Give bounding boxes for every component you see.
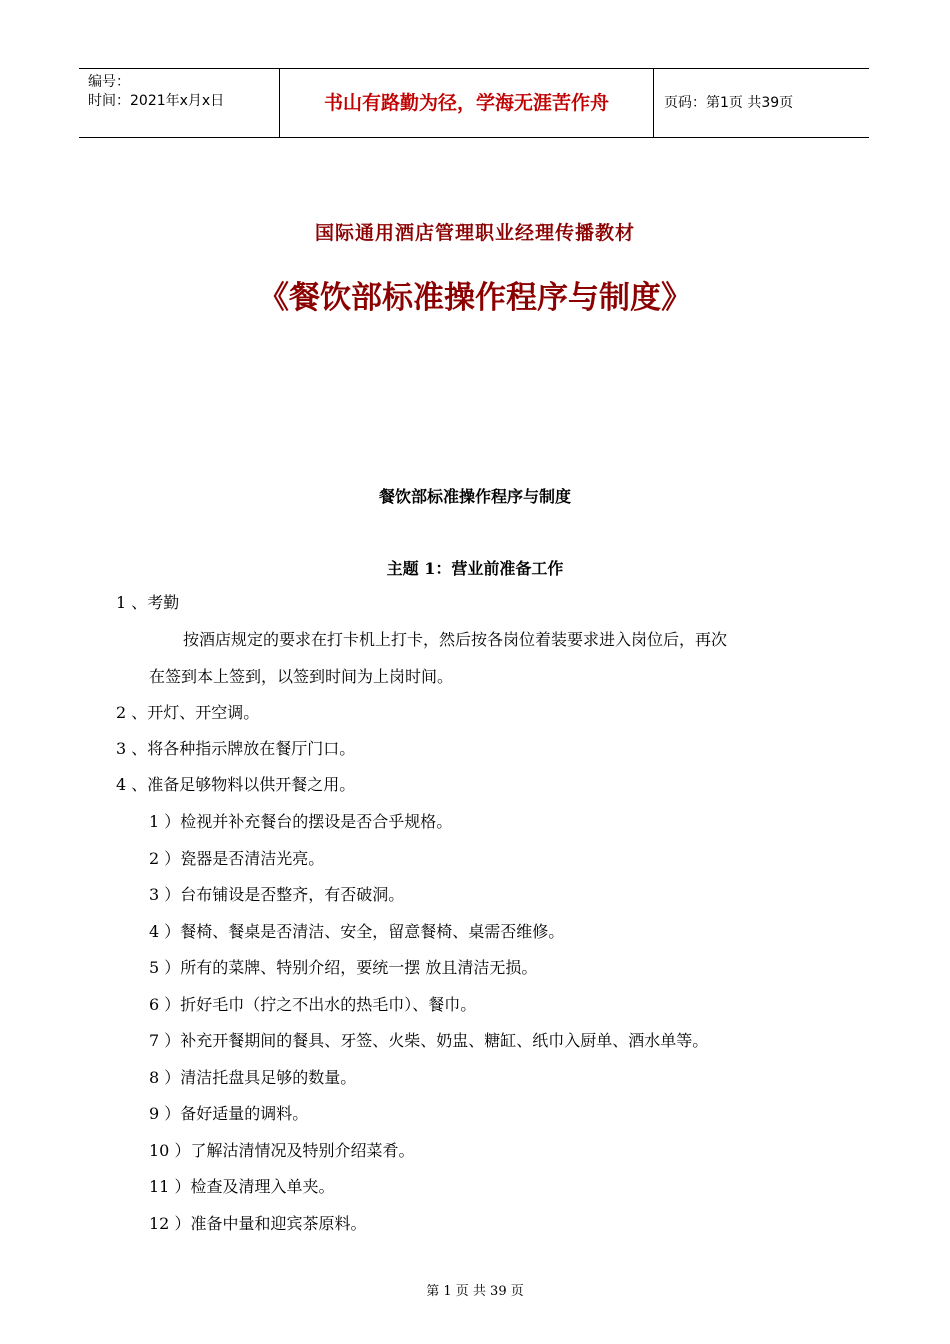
sub-list-item: 2 ）瓷器是否清洁光亮。 — [149, 849, 325, 868]
document-time-label: 时间：2021年x月x日 — [88, 93, 225, 109]
sub-list-item: 1 ）检视并补充餐台的摆设是否合乎规格。 — [149, 812, 453, 831]
header-motto: 书山有路勤为径，学海无涯苦作舟 — [280, 69, 654, 137]
document-subtitle: 国际通用酒店管理职业经理传播教材 — [314, 222, 635, 244]
list-item: 3 、将各种指示牌放在餐厅门口。 — [116, 739, 356, 758]
paragraph-line: 在签到本上签到，以签到时间为上岗时间。 — [149, 667, 454, 686]
paragraph-line: 按酒店规定的要求在打卡机上打卡，然后按各岗位着装要求进入岗位后，再次 — [183, 630, 728, 649]
sub-list-item: 8 ）清洁托盘具足够的数量。 — [149, 1068, 357, 1087]
header-page-info: 页码：第1页 共39页 — [664, 95, 794, 111]
sub-list-item: 7 ）补充开餐期间的餐具、牙签、火柴、奶盅、糖缸、纸巾入厨单、酒水单等。 — [149, 1031, 709, 1050]
list-item: 2 、开灯、开空调。 — [116, 703, 260, 722]
sub-list-item: 11 ）检查及清理入单夹。 — [149, 1177, 335, 1196]
document-header-table — [79, 68, 869, 138]
list-item: 4 、准备足够物料以供开餐之用。 — [116, 775, 356, 794]
header-meta-cell — [79, 69, 280, 137]
document-main-title: 《餐饮部标准操作程序与制度》 — [258, 280, 692, 316]
sub-list-item: 9 ）备好适量的调料。 — [149, 1104, 309, 1123]
sub-list-item: 6 ）折好毛巾（拧之不出水的热毛巾）、餐巾。 — [149, 995, 477, 1014]
document-number-label: 编号： — [88, 74, 130, 90]
sub-list-item: 5 ）所有的菜牌、特别介绍，要统一摆 放且清洁无损。 — [149, 958, 538, 977]
page-footer: 第 1 页 共 39 页 — [426, 1284, 524, 1299]
sub-list-item: 10 ）了解沽清情况及特别介绍菜肴。 — [149, 1141, 415, 1160]
topic-heading: 主题 1：营业前准备工作 — [386, 559, 564, 578]
sub-list-item: 3 ）台布铺设是否整齐，有否破洞。 — [149, 885, 405, 904]
section-title: 餐饮部标准操作程序与制度 — [378, 487, 571, 506]
list-item: 1 、考勤 — [116, 593, 180, 612]
sub-list-item: 4 ）餐椅、餐桌是否清洁、安全，留意餐椅、桌需否维修。 — [149, 922, 565, 941]
sub-list-item: 12 ）准备中量和迎宾茶原料。 — [149, 1214, 367, 1233]
